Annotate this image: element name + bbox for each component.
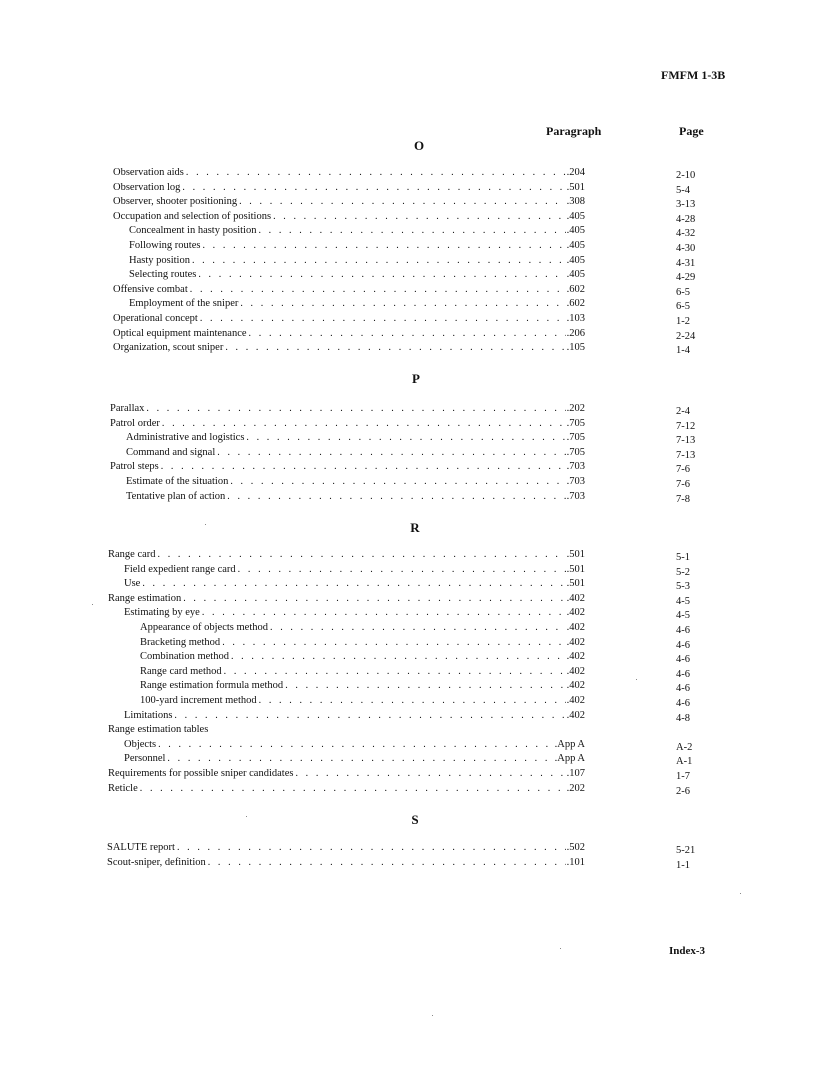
entry-label: Appearance of objects method <box>140 622 268 633</box>
dot-leader <box>202 239 565 253</box>
entry-label: Offensive combat <box>113 283 188 295</box>
entry-label: Organization, scout sniper <box>113 342 224 354</box>
index-entry <box>108 548 716 562</box>
entry-label: Following routes <box>129 240 201 251</box>
entry-label: Patrol order <box>110 417 160 429</box>
dot-leader <box>202 606 566 620</box>
entry-paragraph: .206 <box>566 327 585 339</box>
entry-page: 4-6 <box>676 683 690 695</box>
entry-page: 2-6 <box>676 785 690 797</box>
entry-label: Patrol steps <box>110 461 159 473</box>
entry-label: Administrative and logistics <box>126 432 245 444</box>
entry-label: Range estimation formula method <box>140 680 284 692</box>
index-entry <box>124 606 716 620</box>
index-entry <box>124 752 716 766</box>
entry-page: 3-13 <box>676 199 696 211</box>
entry-paragraph: .402 <box>566 709 585 721</box>
index-entry <box>113 166 716 180</box>
entry-paragraph: .402 <box>566 665 585 677</box>
dot-leader <box>295 767 565 781</box>
section-letter: R <box>410 520 420 535</box>
entry-paragraph: .402 <box>566 607 585 619</box>
index-entry <box>140 636 716 650</box>
dot-leader <box>192 254 566 268</box>
dot-leader <box>200 312 566 326</box>
entry-paragraph: .402 <box>566 680 585 692</box>
entry-label: Operational concept <box>113 313 198 324</box>
entry-paragraph: .501 <box>566 578 585 590</box>
dot-leader <box>231 650 566 664</box>
entry-label: Scout-sniper, definition <box>107 856 206 868</box>
entry-label: Selecting routes <box>129 269 197 281</box>
index-entry <box>124 577 716 591</box>
dot-leader <box>224 665 566 679</box>
entry-label: Use <box>124 578 141 590</box>
entry-paragraph: .501 <box>566 549 585 560</box>
dot-leader <box>186 166 566 180</box>
dot-leader <box>217 446 565 460</box>
entry-label: Observation log <box>113 181 181 193</box>
dot-leader <box>258 224 565 238</box>
document-id: FMFM 1-3B <box>661 68 726 82</box>
paragraph-column-header: Paragraph <box>546 124 602 138</box>
entry-paragraph: .502 <box>566 842 585 853</box>
entry-page: 7-13 <box>676 449 696 461</box>
entry-label: Occupation and selection of positions <box>113 210 272 222</box>
dot-leader <box>161 460 566 474</box>
entry-label: Optical equipment maintenance <box>113 327 247 339</box>
entry-label: Estimating by eye <box>124 607 200 619</box>
entry-label: Requirements for possible sniper candidates <box>108 768 294 779</box>
entry-page: 4-8 <box>676 712 690 724</box>
entry-label: Command and signal <box>126 446 216 458</box>
entry-paragraph: .105 <box>566 342 585 354</box>
entry-paragraph: .107 <box>566 768 585 779</box>
entry-page: 2-4 <box>676 406 690 417</box>
index-entry <box>124 738 716 752</box>
entry-page: 1-7 <box>676 771 690 782</box>
entry-paragraph: .402 <box>566 636 585 648</box>
entry-paragraph: .101 <box>566 856 585 868</box>
entry-label: Limitations <box>124 709 173 721</box>
index-entry <box>107 856 716 870</box>
entry-paragraph: .202 <box>566 403 585 414</box>
index-entry <box>124 709 716 723</box>
index-entry <box>129 268 716 282</box>
entry-page: 5-2 <box>676 566 690 578</box>
entry-label: Observation aids <box>113 167 184 178</box>
dot-leader <box>222 636 565 650</box>
entry-label: Hasty position <box>129 254 190 266</box>
entry-page: 5-21 <box>676 845 696 856</box>
entry-page: 4-31 <box>676 257 696 269</box>
entry-paragraph: .App A <box>554 753 585 765</box>
index-entry <box>113 312 716 326</box>
dot-leader <box>198 268 565 282</box>
entry-page: 7-12 <box>676 420 696 432</box>
entry-paragraph: .405 <box>566 225 585 237</box>
entry-paragraph: .402 <box>566 592 585 604</box>
index-entry <box>107 841 716 855</box>
entry-page: 2-10 <box>676 170 696 181</box>
index-entry <box>126 475 716 489</box>
entry-paragraph: .501 <box>566 181 585 193</box>
entry-page: 4-28 <box>676 213 696 225</box>
dot-leader <box>225 341 565 355</box>
entry-paragraph: .405 <box>566 269 585 281</box>
page-column-header: Page <box>679 124 704 138</box>
dot-leader <box>239 195 566 209</box>
dot-leader <box>142 577 565 591</box>
entry-page: 7-13 <box>676 435 696 447</box>
entry-label: Objects <box>124 738 157 750</box>
entry-paragraph: .703 <box>566 490 585 502</box>
entry-label: Range estimation tables <box>108 724 209 736</box>
index-entry <box>140 694 716 708</box>
index-entry <box>129 254 716 268</box>
entry-page: 6-5 <box>676 286 690 298</box>
entry-page: 4-6 <box>676 625 690 636</box>
entry-paragraph: .705 <box>566 417 585 429</box>
entry-label: Personnel <box>124 753 166 765</box>
index-entry <box>113 327 716 341</box>
entry-label: SALUTE report <box>107 842 175 853</box>
dot-leader <box>249 327 566 341</box>
index-entry <box>110 402 716 416</box>
dot-leader <box>208 856 566 870</box>
entry-label: Field expedient range card <box>124 563 236 575</box>
entry-page: 4-6 <box>676 654 690 666</box>
entry-label: Tentative plan of action <box>126 490 226 502</box>
entry-paragraph: .103 <box>566 313 585 324</box>
entry-label: Concealment in hasty position <box>129 225 257 237</box>
entry-label: Employment of the sniper <box>129 298 239 310</box>
index-entry <box>113 195 716 209</box>
entry-page: 7-6 <box>676 464 690 476</box>
dot-leader <box>273 210 566 224</box>
index-entry <box>129 297 716 311</box>
entry-paragraph: .405 <box>566 254 585 266</box>
dot-leader <box>140 782 566 796</box>
entry-label: Observer, shooter positioning <box>113 196 238 208</box>
index-entry <box>108 782 716 796</box>
entry-label: Estimate of the situation <box>126 476 229 487</box>
entry-page: 4-6 <box>676 698 690 709</box>
entry-label: Reticle <box>108 782 138 794</box>
entry-paragraph: .204 <box>566 167 585 178</box>
entry-paragraph: .501 <box>566 563 585 575</box>
index-entry <box>126 431 716 445</box>
index-entry <box>108 592 716 606</box>
index-entry <box>113 341 716 355</box>
dot-leader <box>270 621 566 635</box>
index-entry <box>113 210 716 224</box>
index-entry <box>124 563 716 577</box>
dot-leader <box>240 297 565 311</box>
dot-leader <box>177 841 566 855</box>
index-entry <box>129 224 716 238</box>
entry-paragraph: .405 <box>566 240 585 251</box>
entry-paragraph: .202 <box>566 782 585 794</box>
index-entry <box>129 239 716 253</box>
entry-paragraph: .602 <box>566 298 585 310</box>
index-entry <box>140 679 716 693</box>
dot-leader <box>190 283 566 297</box>
entry-page: 7-8 <box>676 493 690 505</box>
entry-page: 4-5 <box>676 595 690 607</box>
entry-page: 4-6 <box>676 639 690 651</box>
page-footer: Index-3 <box>669 945 706 957</box>
entry-label: Bracketing method <box>140 636 221 648</box>
entry-page: 7-6 <box>676 479 690 490</box>
entry-paragraph: .App A <box>554 738 585 750</box>
index-entry <box>140 650 716 664</box>
entry-page: 2-24 <box>676 330 696 342</box>
entry-page: 5-1 <box>676 552 690 563</box>
entry-label: Combination method <box>140 651 229 663</box>
entry-page: 4-29 <box>676 272 696 284</box>
dot-leader <box>146 402 565 416</box>
entry-paragraph: .705 <box>566 446 585 458</box>
dot-leader <box>183 592 565 606</box>
entry-paragraph: .308 <box>566 196 585 208</box>
section-letter: O <box>413 138 425 153</box>
section-letter: P <box>412 371 420 386</box>
dot-leader <box>230 475 565 489</box>
entry-paragraph: .402 <box>566 651 585 663</box>
entry-page: 1-2 <box>676 316 690 327</box>
entry-paragraph: .705 <box>566 432 585 444</box>
index-entry <box>108 723 716 737</box>
entry-page: 1-1 <box>676 859 690 871</box>
dot-leader <box>182 181 565 195</box>
entry-page: 5-3 <box>676 581 690 593</box>
entry-page: A-2 <box>676 741 693 753</box>
entry-paragraph: .703 <box>566 461 585 473</box>
dot-leader <box>158 738 554 752</box>
entry-paragraph: .402 <box>566 695 585 706</box>
index-entry <box>113 283 716 297</box>
entry-page: 1-4 <box>676 345 690 357</box>
entry-page: 4-6 <box>676 668 690 680</box>
dot-leader <box>167 752 553 766</box>
entry-page: 4-30 <box>676 243 696 254</box>
dot-leader <box>174 709 565 723</box>
dot-leader <box>285 679 565 693</box>
entry-label: 100-yard increment method <box>140 695 257 706</box>
dot-leader <box>259 694 566 708</box>
dot-leader <box>246 431 565 445</box>
dot-leader <box>238 563 566 577</box>
dot-leader <box>227 490 565 504</box>
entry-label: Parallax <box>110 403 145 414</box>
entry-paragraph: .402 <box>566 622 585 633</box>
entry-page: 4-32 <box>676 228 696 240</box>
entry-label: Range estimation <box>108 592 182 604</box>
index-entry <box>110 460 716 474</box>
entry-page: 5-4 <box>676 184 690 196</box>
entry-page: 4-5 <box>676 610 690 622</box>
section-letter: S <box>411 812 419 827</box>
entry-page: 6-5 <box>676 301 690 313</box>
index-entry <box>108 767 716 781</box>
index-entry <box>140 621 716 635</box>
entry-paragraph: .405 <box>566 210 585 222</box>
index-entry <box>113 181 716 195</box>
dot-leader <box>162 417 566 431</box>
entry-label: Range card method <box>140 665 222 677</box>
index-entry <box>110 417 716 431</box>
entry-page: A-1 <box>676 756 693 768</box>
index-entry <box>126 490 716 504</box>
index-entry <box>140 665 716 679</box>
dot-leader <box>158 548 566 562</box>
entry-label: Range card <box>108 549 156 560</box>
entry-paragraph: .703 <box>566 476 585 487</box>
entry-paragraph: .602 <box>566 283 585 295</box>
index-entry <box>126 446 716 460</box>
